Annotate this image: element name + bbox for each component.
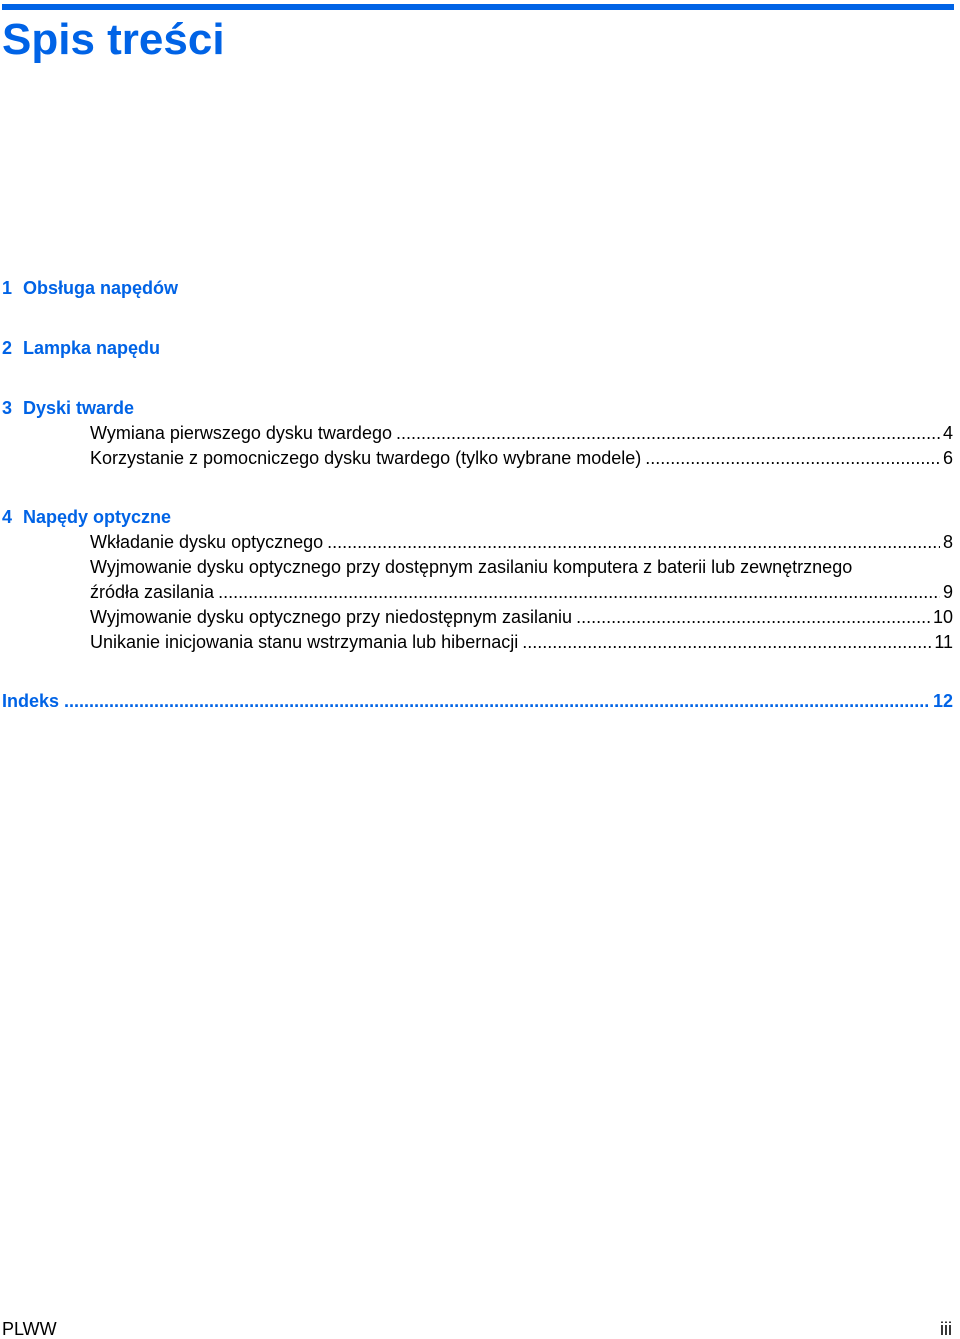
toc-entry[interactable] xyxy=(90,421,953,445)
dot-leader xyxy=(64,689,930,713)
dot-leader xyxy=(396,421,940,445)
toc-entry-text: Unikanie inicjowania stanu wstrzymania lub hibernacji xyxy=(90,632,519,652)
toc-entry[interactable] xyxy=(90,580,953,604)
dot-leader xyxy=(218,580,940,604)
chapter-title: Napędy optyczne xyxy=(23,507,172,527)
dot-leader xyxy=(522,630,931,654)
toc-chapter-4[interactable] xyxy=(2,505,171,529)
toc-entry[interactable] xyxy=(90,530,953,554)
dot-leader xyxy=(327,530,940,554)
chapter-title: Obsługa napędów xyxy=(23,278,179,298)
toc-entry-text: Wymiana pierwszego dysku twardego xyxy=(90,423,392,443)
toc-entry-text: Wkładanie dysku optycznego xyxy=(90,532,324,552)
toc-entry[interactable] xyxy=(90,446,953,470)
dot-leader xyxy=(576,605,930,629)
toc-entry-page: 11 xyxy=(934,632,953,652)
toc-entry-page: 6 xyxy=(942,448,953,468)
toc-entry-text: Wyjmowanie dysku optycznego przy niedostępnym zasilaniu xyxy=(90,607,573,627)
chapter-number: 3 xyxy=(2,398,13,418)
chapter-number: 2 xyxy=(2,338,13,358)
toc-chapter-2[interactable] xyxy=(2,336,160,360)
toc-entry-text-line1[interactable]: Wyjmowanie dysku optycznego przy dostępnym zasilaniu komputera z baterii lub zewnętrznego xyxy=(90,557,853,577)
toc-entry[interactable] xyxy=(90,605,953,629)
chapter-number: 4 xyxy=(2,507,13,527)
index-page: 12 xyxy=(932,691,953,711)
chapter-title: Dyski twarde xyxy=(23,398,135,418)
toc-entry-text-line2: źródła zasilania xyxy=(90,582,215,602)
index-label: Indeks xyxy=(2,691,60,711)
toc-entry-page: 10 xyxy=(932,607,953,627)
toc-index-entry[interactable] xyxy=(2,689,953,713)
footer-page-number: iii xyxy=(940,1319,952,1339)
chapter-number: 1 xyxy=(2,278,13,298)
toc-entry-page: 8 xyxy=(942,532,953,552)
toc-chapter-3[interactable] xyxy=(2,396,134,420)
toc-entry[interactable] xyxy=(90,630,953,654)
chapter-title: Lampka napędu xyxy=(23,338,161,358)
footer-doc-code: PLWW xyxy=(2,1319,57,1339)
toc-entry-text: Korzystanie z pomocniczego dysku twardego (tylko wybrane modele) xyxy=(90,448,642,468)
toc-entry-page: 4 xyxy=(942,423,953,443)
dot-leader xyxy=(645,446,940,470)
toc-entry-page: 9 xyxy=(942,582,953,602)
top-rule xyxy=(2,4,954,10)
page-title: Spis treści xyxy=(2,15,225,64)
toc-chapter-1[interactable] xyxy=(2,276,178,300)
